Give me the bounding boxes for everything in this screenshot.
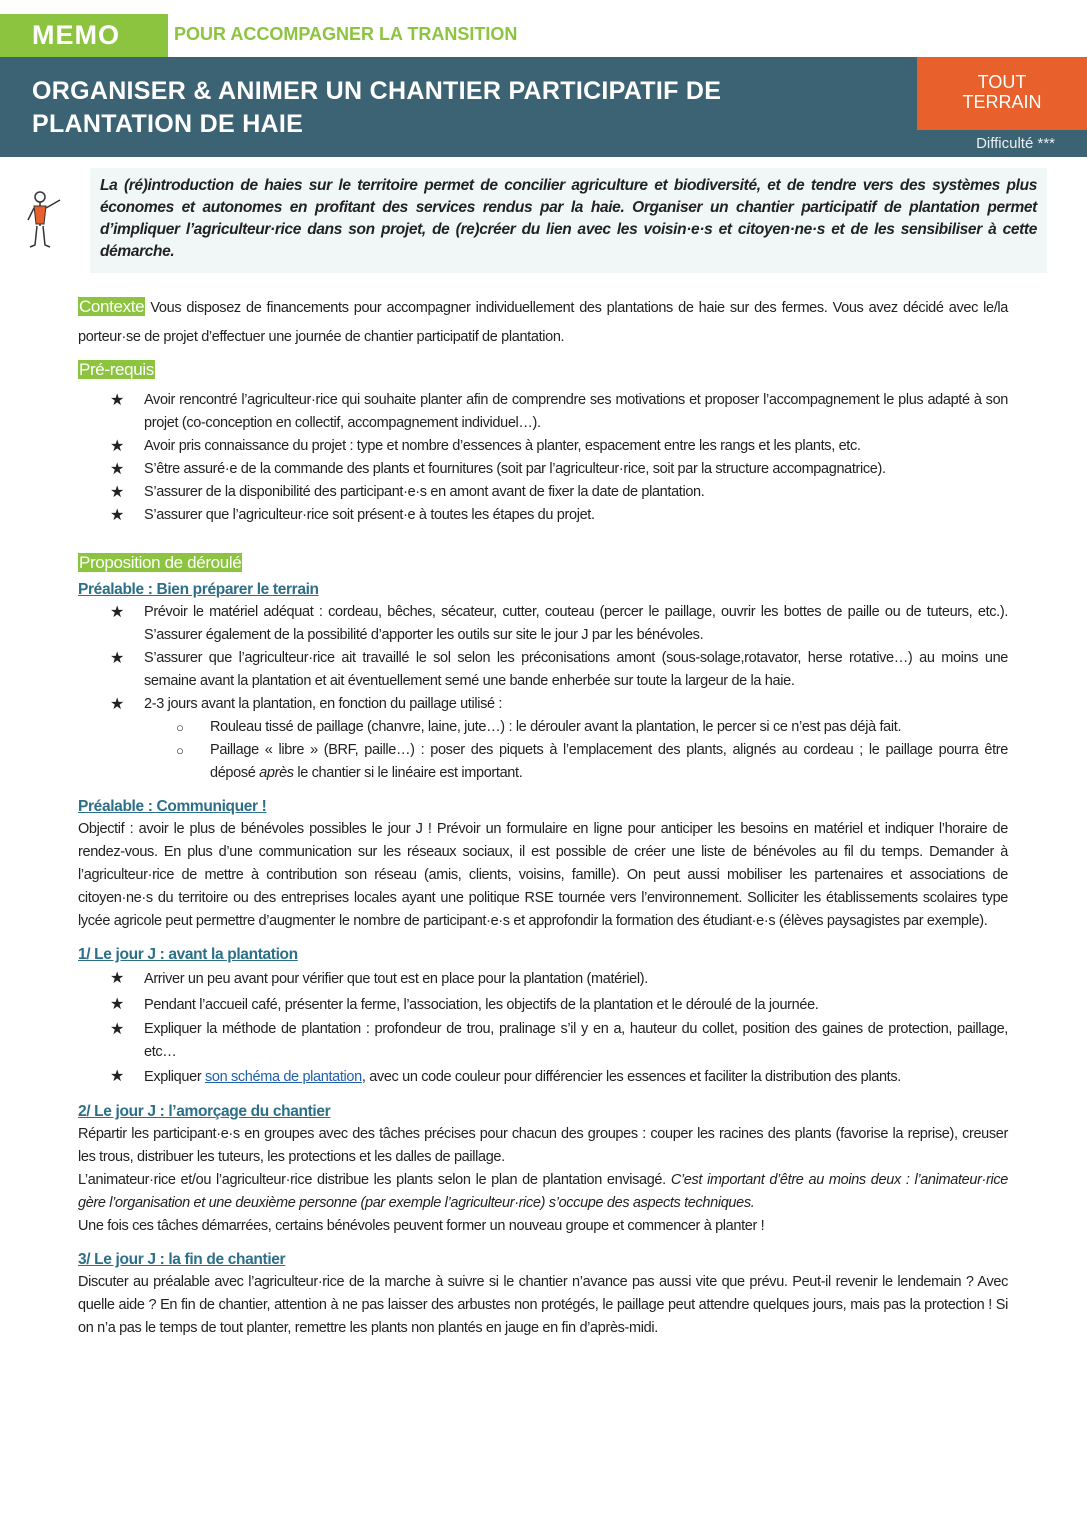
intro-box: La (ré)introduction de haies sur le territoire permet de concilier agriculture et biodiversité, et de tendre vers des systèmes plus économes et autonomes en profitant des services rendus par la haie. Organiser un chantier participatif de plantation permet d’impliquer l’agriculteur·rice dans son projet, de (re)créer du lien avec les voisin·e·s et citoyen·ne·s et de les sensibiliser à cette démarche. (90, 168, 1047, 273)
star-icon: ★ (110, 650, 124, 667)
section-heading: 2/ Le jour J : l’amorçage du chantier (78, 1103, 331, 1120)
text: L’animateur·rice et/ou l’agriculteur·rice distribue les plants selon le plan de plantation envisagé. (78, 1172, 671, 1188)
item-text: Arriver un peu avant pour vérifier que tout est en place pour la plantation (matériel). (144, 971, 648, 987)
item-text: Expliquer la méthode de plantation : profondeur de trou, pralinage s’il y en a, hauteur du collet, position des gaines de protection, paillage, etc… (144, 1021, 1008, 1060)
terrain-list (78, 601, 1008, 785)
stick-figure-icon (24, 190, 64, 250)
list-item (78, 389, 1008, 435)
schema-plantation-link[interactable]: son schéma de plantation (204, 1069, 362, 1085)
page-title (32, 75, 721, 141)
paragraph: Objectif : avoir le plus de bénévoles possibles le jour J ! Prévoir un formulaire en ligne pour anticiper les besoins en matériel et indiquer l’horaire de rendez-vous. En plus d’une communication sur les réseaux sociaux, il est possible de créer une liste de bénévoles au fil du temps. Demander à l’agriculteur·rice de mettre à contribution son réseau (amis, clients, voisins, famille). On peut aussi mobiliser les partenaires et associations de citoyen·ne·s du territoire ou des entreprises locales ayant une politique RSE tournée vers l’environnement. Solliciter les établissements scolaires type lycée agricole peut permettre d’augmenter le nombre de participant·e·s et approfondir la formation des étudiant·e·s (élèves paysagistes par exemple). (78, 821, 1008, 929)
memo-body (78, 292, 1008, 1340)
star-icon: ★ (110, 392, 124, 409)
paragraph: Répartir les participant·e·s en groupes avec des tâches précises pour chacun des groupes : couper les racines des plants (favorise la reprise), creuser les trous, distribuer les tuteurs, les protections et les dalles de paillage. (78, 1126, 1008, 1165)
circle-bullet-icon: ○ (176, 720, 184, 735)
item-text: Paillage « libre » (BRF, paille…) : poser des piquets à l’emplacement des plants, alignés au cordeau ; le paillage pourra être déposé (210, 742, 1008, 781)
sub-list-item (78, 739, 1008, 785)
badge-line: TERRAIN (962, 92, 1042, 112)
star-icon: ★ (110, 696, 124, 713)
prerequis-tag: Pré-requis (79, 360, 154, 379)
list-item (78, 435, 1008, 458)
item-text: S’assurer que l’agriculteur·rice soit présent·e à toutes les étapes du projet. (144, 507, 595, 523)
deroule-heading (78, 551, 1008, 576)
item-text: S’assurer que l’agriculteur·rice ait travaillé le sol selon les préconisations amont (sous-solage,rotavator, herse rotative…) au moins une semaine avant la plantation et ait éventuellement semé une bande enherbée sur toute la largeur de la haie. (144, 650, 1008, 689)
item-text: Rouleau tissé de paillage (chanvre, laine, jute…) : le dérouler avant la plantation, le percer si ce n’est pas déjà fait. (210, 719, 902, 735)
paragraph (78, 1169, 1008, 1215)
item-text: S’assurer de la disponibilité des participant·e·s en amont avant de fixer la date de plantation. (144, 484, 705, 500)
list-item (78, 504, 1008, 527)
contexte-paragraph (78, 292, 1008, 352)
item-text: , avec un code couleur pour différencier les essences et faciliter la distribution des plants. (361, 1069, 901, 1085)
star-icon: ★ (110, 970, 124, 987)
star-icon: ★ (110, 604, 124, 621)
contexte-text: Vous disposez de financements pour accompagner individuellement des plantations de haie sur des fermes. Vous avez décidé avec le/la porteur·se de projet d’effectuer une journée de chantier participatif de plantation. (78, 300, 1008, 345)
star-icon: ★ (110, 996, 124, 1013)
italic-text: après (259, 765, 294, 781)
star-icon: ★ (110, 507, 124, 524)
deroule-tag: Proposition de déroulé (79, 553, 242, 572)
paragraph: Une fois ces tâches démarrées, certains bénévoles peuvent former un nouveau groupe et commencer à planter ! (78, 1218, 765, 1234)
section-heading: Préalable : Communiquer ! (78, 798, 267, 815)
subtitle: POUR ACCOMPAGNER LA TRANSITION (174, 24, 518, 44)
prerequis-heading (78, 358, 1008, 383)
title-line: PLANTATION DE HAIE (32, 110, 304, 138)
star-icon: ★ (110, 484, 124, 501)
memo-label: MEMO (0, 14, 168, 57)
item-text: Prévoir le matériel adéquat : cordeau, bêches, sécateur, cutter, couteau (percer le paillage, ouvrir les bottes de paille ou de tuteurs, etc.). S’assurer également de la possibilité d’apporter les outils sur site le jour J par les bénévoles. (144, 604, 1008, 643)
circle-bullet-icon: ○ (176, 743, 184, 758)
italic-text: C’est important d’être au moins deux : l’animateur·rice gère l’organisation et une deuxième personne (par exemple l’agriculteur·rice) s’occupe des aspects techniques. (78, 1172, 1008, 1211)
list-item (78, 1064, 1008, 1090)
paragraph: Discuter au préalable avec l’agriculteur·rice de la marche à suivre si le chantier n’avance pas aussi vite que prévu. Peut-il revenir le lendemain ? Avec quelle aide ? En fin de chantier, attention à ne pas laisser des arbustes non protégés, le paillage peut attendre quelques jours, mais pas la protection ! Si on n’a pas le temps de tout planter, remettre les plants non plantés en jauge en fin d’après-midi. (78, 1274, 1008, 1336)
item-text: le chantier si le linéaire est important. (293, 765, 523, 781)
tout-terrain-badge (917, 57, 1087, 130)
badge-line: TOUT (977, 72, 1027, 92)
section-heading: 1/ Le jour J : avant la plantation (78, 946, 298, 963)
list-item (78, 481, 1008, 504)
item-text: S’être assuré·e de la commande des plants et fournitures (soit par l’agriculteur·rice, soit par la structure accompagnatrice). (144, 461, 886, 477)
jour-j-list (78, 966, 1008, 1090)
item-text: 2-3 jours avant la plantation, en fonction du paillage utilisé : (144, 696, 503, 712)
list-item (78, 693, 1008, 716)
title-line: ORGANISER & ANIMER UN CHANTIER PARTICIPATIF DE (32, 77, 722, 105)
list-item (78, 1018, 1008, 1064)
star-icon: ★ (110, 1021, 124, 1038)
star-icon: ★ (110, 438, 124, 455)
list-item (78, 966, 1008, 992)
sub-list-item (78, 716, 1008, 739)
list-item (78, 647, 1008, 693)
item-text: Avoir rencontré l’agriculteur·rice qui souhaite planter afin de comprendre ses motivations et proposer l’accompagnement le plus adapté à son projet (co-conception en collectif, accompagnement individuel…). (144, 392, 1008, 431)
list-item (78, 992, 1008, 1018)
contexte-tag: Contexte (79, 297, 145, 316)
section-heading: 3/ Le jour J : la fin de chantier (78, 1251, 286, 1268)
item-text: Avoir pris connaissance du projet : type et nombre d’essences à planter, espacement entre les rangs et les plants, etc. (144, 438, 861, 454)
difficulty: Difficulté *** (976, 135, 1055, 152)
star-icon: ★ (110, 461, 124, 478)
item-text: Expliquer (144, 1069, 205, 1085)
title-band (0, 57, 1087, 157)
list-item (78, 458, 1008, 481)
star-icon: ★ (110, 1068, 124, 1085)
prerequis-list (78, 389, 1008, 527)
section-heading: Préalable : Bien préparer le terrain (78, 581, 319, 598)
list-item (78, 601, 1008, 647)
item-text: Pendant l’accueil café, présenter la ferme, l’association, les objectifs de la plantation et le déroulé de la journée. (144, 997, 819, 1013)
